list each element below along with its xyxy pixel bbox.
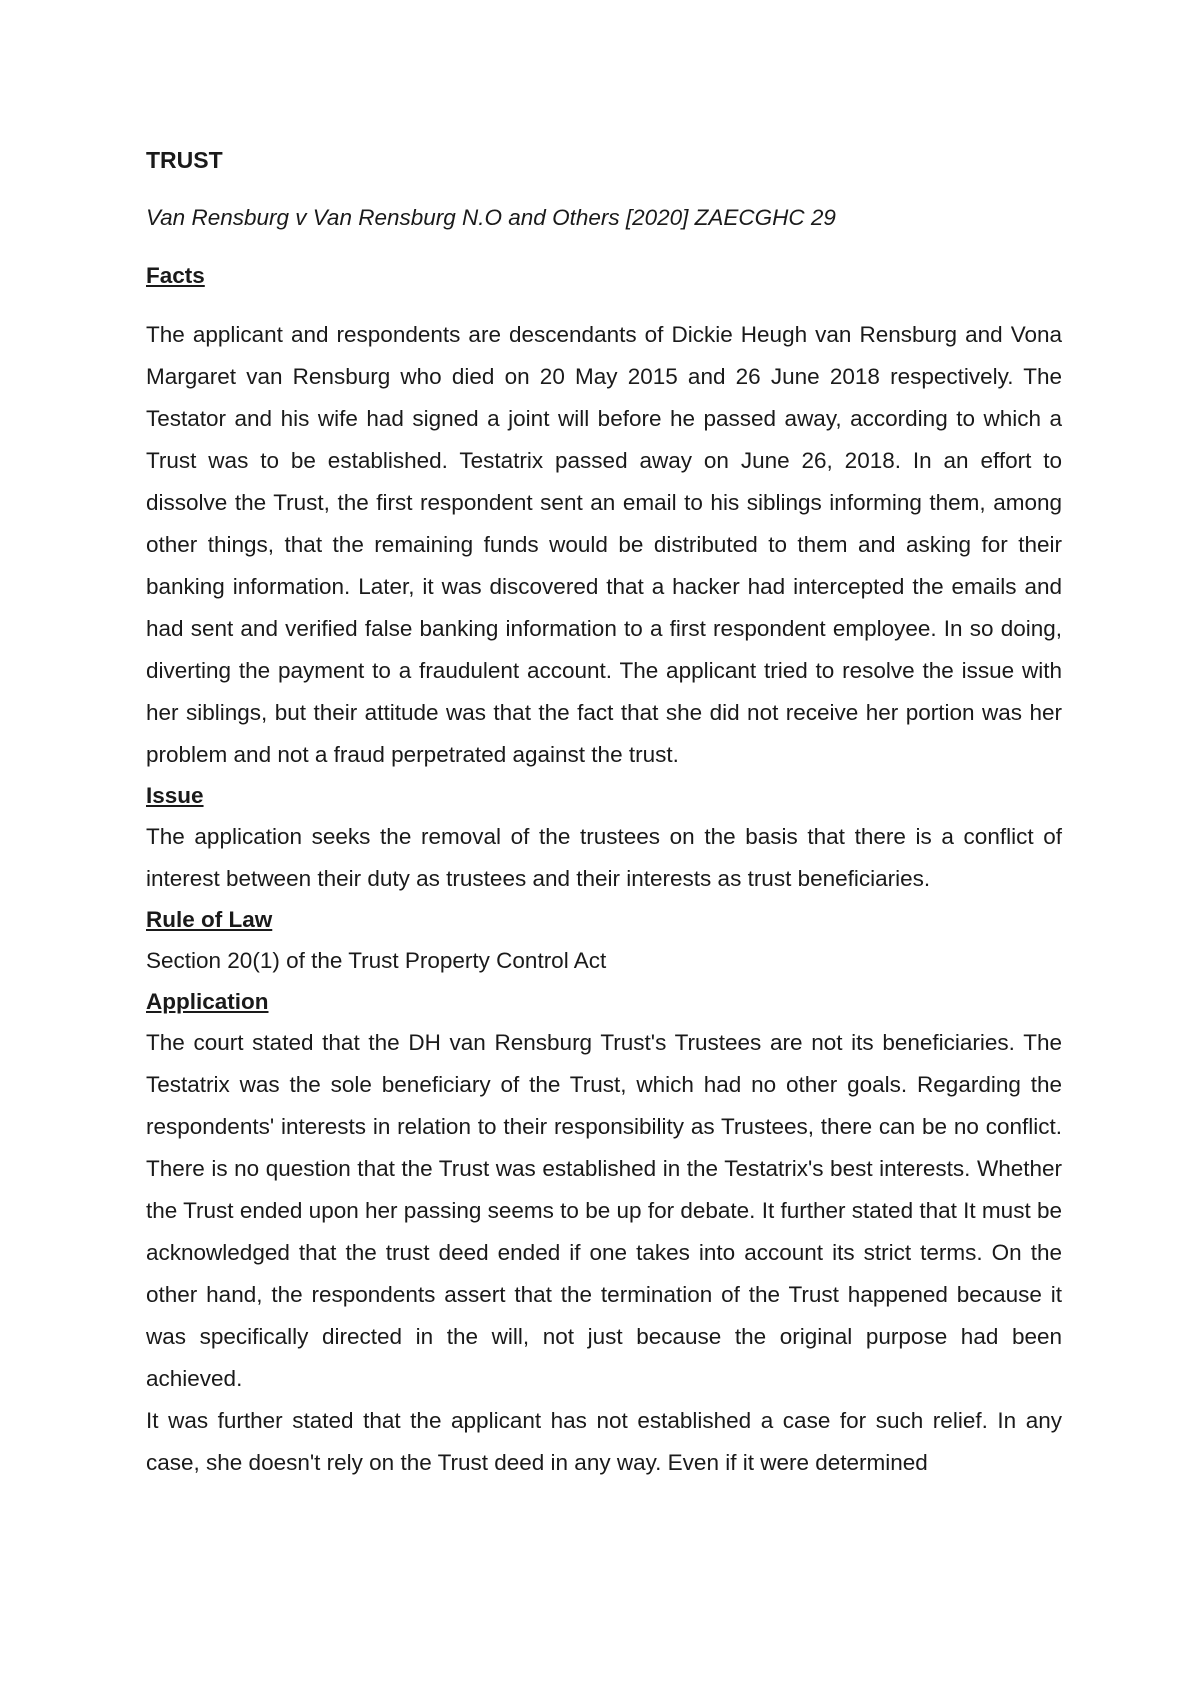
facts-text: The applicant and respondents are descendants of Dickie Heugh van Rensburg and Vona Margaret van Rensburg who died on 20 May 2015 and 26 June 2018 respectively. The Testator and his wife had signed a joint will before he passed away, according to which a Trust was to be established. Testatrix passed away on June 26, 2018. In an effort to dissolve the Trust, the first respondent sent an email to his siblings informing them, among other things, that the remaining funds would be distributed to them and asking for their banking information. Later, it was discovered that a hacker had intercepted the emails and had sent and verified false banking information to a first respondent employee. In so doing, diverting the payment to a fraudulent account. The applicant tried to resolve the issue with her siblings, but their attitude was that the fact that she did not receive her portion was her problem and not a fraud perpetrated against the trust. — [146, 322, 1062, 767]
application-paragraph-1: The court stated that the DH van Rensburg Trust's Trustees are not its beneficiaries. The Testatrix was the sole beneficiary of the Trust, which had no other goals. Regarding the respondents' interests in relation to their responsibility as Trustees, there can be no conflict. There is no question that the Trust was established in the Testatrix's best interests. Whether the Trust ended upon her passing seems to be up for debate. It further stated that It must be acknowledged that the trust deed ended if one takes into account its strict terms. On the other hand, the respondents assert that the termination of the Trust happened because it was specifically directed in the will, not just because the original purpose had been achieved. — [146, 1030, 1062, 1391]
rule-of-law-text: Section 20(1) of the Trust Property Control Act — [146, 948, 607, 973]
document-title: TRUST — [146, 147, 223, 173]
rule-of-law-heading: Rule of Law — [146, 907, 273, 932]
case-citation: Van Rensburg v Van Rensburg N.O and Others [2020] ZAECGHC 29 — [146, 205, 836, 230]
application-paragraph-2: It was further stated that the applicant has not established a case for such relief. In any case, she doesn't rely on the Trust deed in any way. Even if it were determined — [146, 1408, 1062, 1475]
issue-text: The application seeks the removal of the trustees on the basis that there is a conflict of interest between their duty as trustees and their interests as trust beneficiaries. — [146, 824, 1062, 891]
document-page — [146, 140, 1062, 1484]
facts-heading: Facts — [146, 263, 205, 288]
application-heading: Application — [146, 989, 269, 1014]
issue-heading: Issue — [146, 783, 204, 808]
